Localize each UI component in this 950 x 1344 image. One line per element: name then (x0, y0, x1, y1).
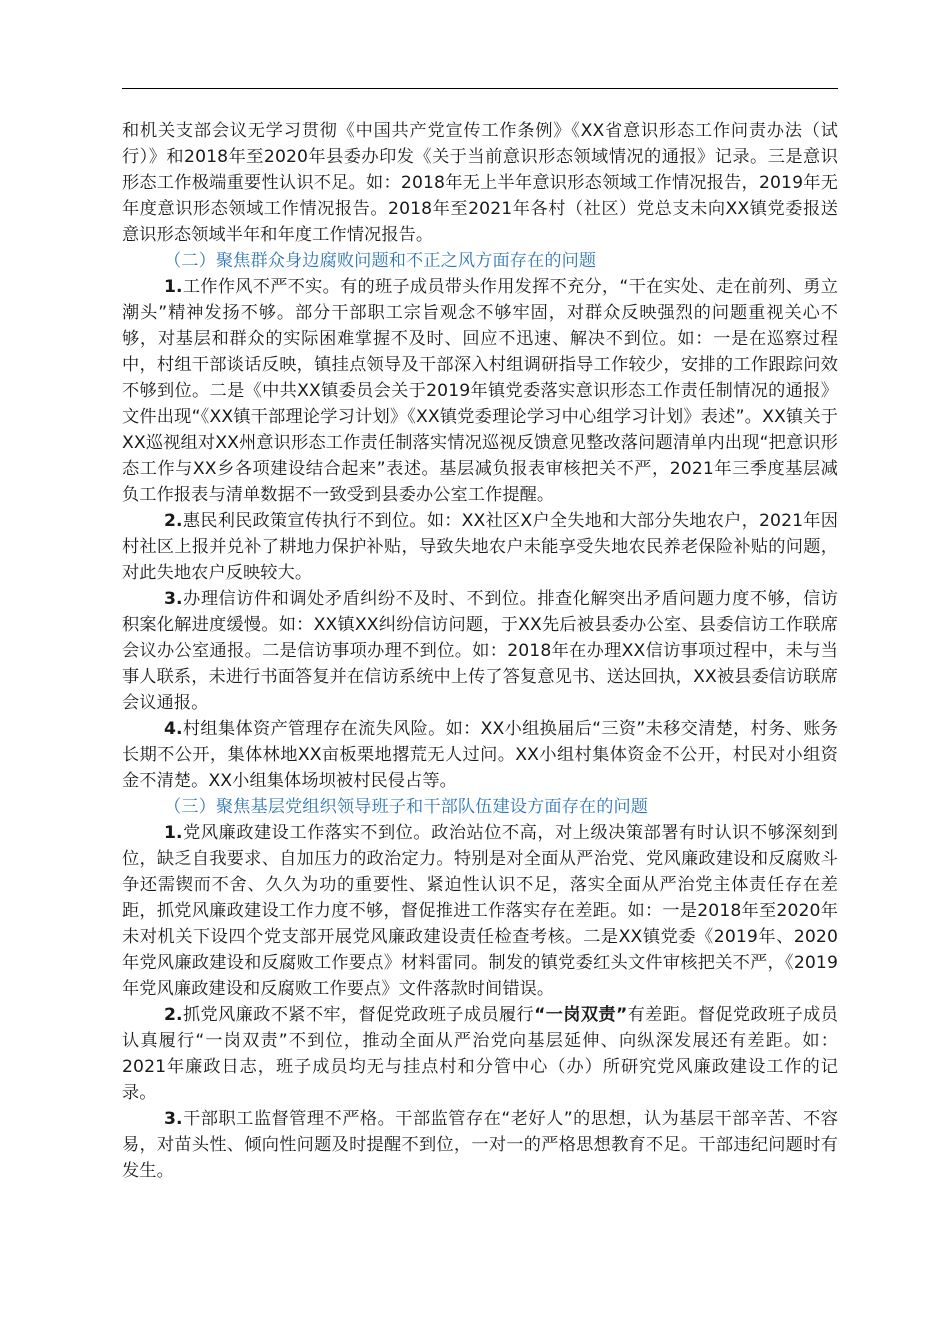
paragraph-text: 干部职工监督管理不严格。干部监管存在“老好人”的思想，认为基层干部辛苦、不容易，对苗头性、倾向性问题及时提醒不到位，一对一的严格思想教育不足。干部违纪问题时有发生。 (122, 1109, 838, 1181)
paragraph-2-2 (122, 508, 838, 586)
paragraph-3-1 (122, 820, 838, 1002)
paragraph-text: 有差距。督促党政班子成员认真履行“一岗双责”不到位，推动全面从严治党向基层延伸、向纵深发展还有差距。如：2021年廉政日志，班子成员均无与挂点村和分管中心（办）所研究党风廉政建设工作的记录。 (122, 1005, 838, 1103)
paragraph-text: 办理信访件和调处矛盾纠纷不及时、不到位。排查化解突出矛盾问题力度不够，信访积案化解进度缓慢。如：XX镇XX纠纷信访问题，于XX先后被县委办公室、县委信访工作联席会议办公室通报。二是信访事项办理不到位。如：2018年在办理XX信访事项过程中，未与当事人联系，未进行书面答复并在信访系统中上传了答复意见书、送达回执，XX被县委信访联席会议通报。 (122, 589, 838, 713)
emphasis-text: “一岗双责” (534, 1005, 628, 1025)
paragraph-2-1 (122, 274, 838, 508)
paragraph-text: 党风廉政建设工作落实不到位。政治站位不高，对上级决策部署有时认识不够深刻到位，缺乏自我要求、自加压力的政治定力。特别是对全面从严治党、党风廉政建设和反腐败斗争还需锲而不舍、久久为功的重要性、紧迫性认识不足，落实全面从严治党主体责任存在差距，抓党风廉政建设工作力度不够，督促推进工作落实存在差距。如：一是2018年至2020年未对机关下设四个党支部开展党风廉政建设责任检查考核。二是XX镇党委《2019年、2020年党风廉政建设和反腐败工作要点》材料雷同。制发的镇党委红头文件审核把关不严，《2019年党风廉政建设和反腐败工作要点》文件落款时间错误。 (122, 823, 838, 999)
paragraph-text: 村组集体资产管理存在流失风险。如：XX小组换届后“三资”未移交清楚，村务、账务长期不公开，集体林地XX亩板栗地撂荒无人过问。XX小组村集体资金不公开，村民对小组资金不清楚。XX小组集体场坝被村民侵占等。 (122, 719, 838, 791)
item-number: 2. (164, 511, 183, 531)
paragraph-2-3 (122, 586, 838, 716)
section-heading-3: （三）聚焦基层党组织领导班子和干部队伍建设方面存在的问题 (164, 797, 649, 817)
paragraph-continuation: 和机关支部会议无学习贯彻《中国共产党宣传工作条例》《XX省意识形态工作问责办法（试行）》和2018年至2020年县委办印发《关于当前意识形态领域情况的通报》记录。三是意识形态工作极端重要性认识不足。如：2018年无上半年意识形态领域工作情况报告，2019年无年度意识形态领域工作情况报告。2018年至2021年各村（社区）党总支未向XX镇党委报送意识形态领域半年和年度工作情况报告。 (122, 121, 838, 245)
item-number: 2. (164, 1005, 183, 1025)
item-number: 1. (164, 823, 183, 843)
paragraph-3-2 (122, 1002, 838, 1106)
item-number: 3. (164, 589, 183, 609)
item-number: 1. (164, 277, 183, 297)
paragraph-text: 工作作风不严不实。有的班子成员带头作用发挥不充分，“干在实处、走在前列、勇立潮头”精神发扬不够。部分干部职工宗旨观念不够牢固，对群众反映强烈的问题重视关心不够，对基层和群众的实际困难掌握不及时、回应不迅速、解决不到位。如：一是在巡察过程中，村组干部谈话反映，镇挂点领导及干部深入村组调研指导工作较少，安排的工作跟踪问效不够到位。二是《中共XX镇委员会关于2019年镇党委落实意识形态工作责任制情况的通报》文件出现“《XX镇干部理论学习计划》《XX镇党委理论学习中心组学习计划》表述”。XX镇关于XX巡视组对XX州意识形态工作责任制落实情况巡视反馈意见整改落问题清单内出现“把意识形态工作与XX乡各项建设结合起来”表述。基层减负报表审核把关不严，2021年三季度基层减负工作报表与清单数据不一致受到县委办公室工作提醒。 (122, 277, 838, 505)
header-rule (122, 88, 838, 89)
section-heading-2: （二）聚焦群众身边腐败问题和不正之风方面存在的问题 (164, 251, 597, 271)
item-number: 4. (164, 719, 183, 739)
paragraph-2-4 (122, 716, 838, 794)
paragraph-text: 抓党风廉政不紧不牢，督促党政班子成员履行 (182, 1005, 535, 1025)
paragraph-text: 惠民利民政策宣传执行不到位。如：XX社区X户全失地和大部分失地农户，2021年因村社区上报并兑补了耕地力保护补贴，导致失地农户未能享受失地农民养老保险补贴的问题，对此失地农户反映较大。 (122, 511, 838, 583)
document-body (122, 118, 838, 1184)
item-number: 3. (164, 1109, 183, 1129)
paragraph-3-3 (122, 1106, 838, 1184)
